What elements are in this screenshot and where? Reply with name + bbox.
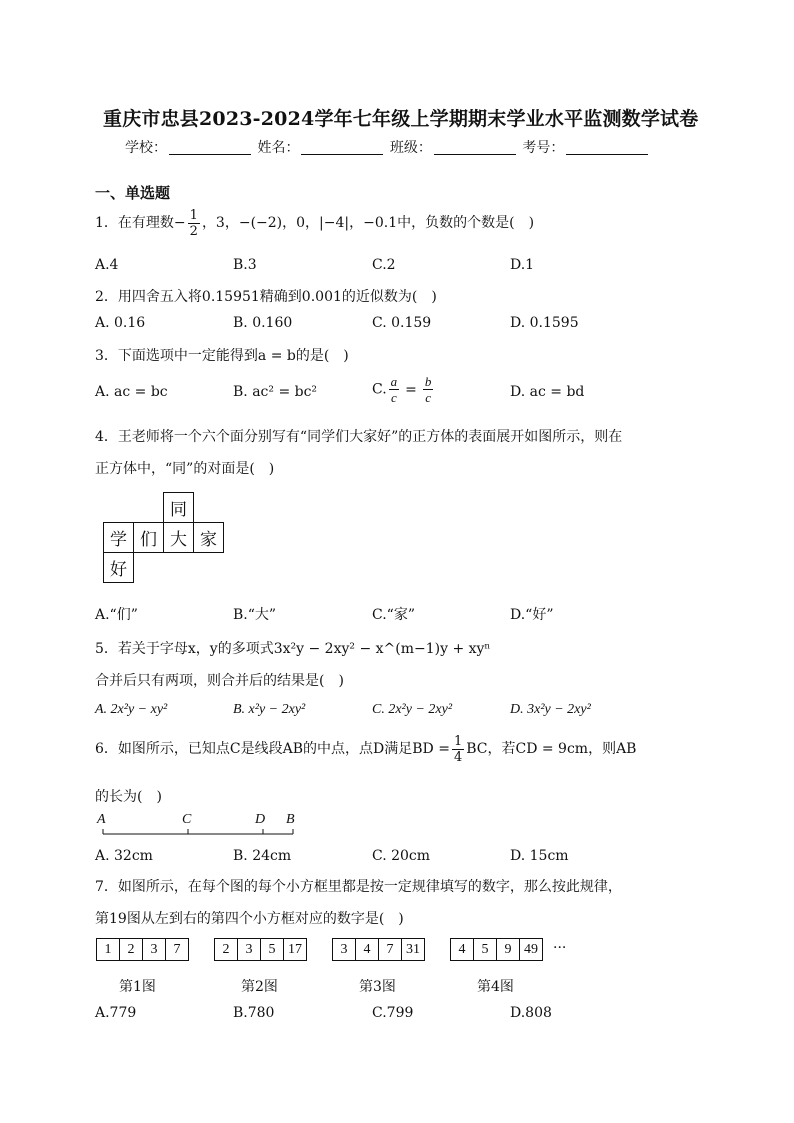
fig3-cell-2: 4 bbox=[355, 938, 379, 961]
name-blank[interactable] bbox=[301, 140, 383, 155]
q5-option-c[interactable]: C. 2x²y − 2xy² bbox=[372, 702, 453, 717]
point-a-label: A bbox=[97, 812, 106, 827]
q3-c-den2: c bbox=[425, 390, 432, 405]
q1-option-b[interactable]: B.3 bbox=[233, 257, 257, 273]
fig4-label: 第4图 bbox=[477, 979, 514, 995]
section-heading: 一、单选题 bbox=[95, 184, 171, 202]
q6-option-c[interactable]: C. 20cm bbox=[372, 848, 431, 864]
fig1-cell-3: 3 bbox=[142, 938, 166, 961]
question-5-line1 bbox=[95, 638, 491, 658]
fig1-cell-2: 2 bbox=[119, 938, 143, 961]
fig3-cell-3: 7 bbox=[378, 938, 402, 961]
q6-option-b[interactable]: B. 24cm bbox=[233, 848, 292, 864]
q1-prefix: 1．在有理数 bbox=[95, 215, 174, 231]
q1-rest: ，3，−(−2)，0，|−4|，−0.1中，负数的个数是( ) bbox=[201, 215, 535, 231]
figure-1-boxes bbox=[97, 938, 189, 961]
figure-3-boxes bbox=[333, 938, 425, 961]
q3-option-c[interactable] bbox=[372, 375, 435, 404]
fig4-cell-1: 4 bbox=[450, 938, 474, 961]
q6-rest: BC，若CD = 9cm，则AB bbox=[466, 741, 637, 757]
q1-frac-num: 1 bbox=[189, 207, 198, 223]
q2-option-a[interactable]: A. 0.16 bbox=[95, 315, 146, 331]
q3-c-num1: a bbox=[390, 374, 398, 389]
fig3-label: 第3图 bbox=[359, 979, 396, 995]
q2-option-d[interactable]: D. 0.1595 bbox=[510, 315, 579, 331]
cube-net bbox=[103, 492, 224, 583]
class-blank[interactable] bbox=[434, 140, 516, 155]
question-7-line2: 第19图从左到右的第四个小方框对应的数字是( ) bbox=[95, 911, 404, 927]
q5-option-d[interactable]: D. 3x²y − 2xy² bbox=[510, 702, 591, 717]
q6-frac-den: 4 bbox=[453, 749, 463, 765]
q1-frac-den: 2 bbox=[189, 223, 198, 239]
fig1-label: 第1图 bbox=[119, 979, 156, 995]
q1-fraction bbox=[188, 209, 200, 238]
question-3: 3．下面选项中一定能得到a = b的是( ) bbox=[95, 348, 349, 364]
figure-4-boxes bbox=[451, 938, 543, 961]
q4-option-c[interactable]: C.“家” bbox=[372, 607, 415, 623]
net-face-bottom: 好 bbox=[104, 553, 134, 583]
question-4-line2: 正方体中，“同”的对面是( ) bbox=[95, 461, 275, 477]
q1-option-c[interactable]: C.2 bbox=[372, 257, 396, 273]
q2-option-c[interactable]: C. 0.159 bbox=[372, 315, 432, 331]
net-face-3: 大 bbox=[164, 523, 194, 553]
q4-option-b[interactable]: B.“大” bbox=[233, 607, 277, 623]
school-label: 学校： bbox=[125, 140, 167, 156]
q1-option-d[interactable]: D.1 bbox=[510, 257, 535, 273]
class-label: 班级： bbox=[389, 140, 432, 156]
q2-option-b[interactable]: B. 0.160 bbox=[233, 315, 293, 331]
q3-option-b[interactable]: B. ac² = bc² bbox=[233, 384, 318, 400]
fig4-cell-3: 9 bbox=[496, 938, 520, 961]
q7-option-a[interactable]: A.779 bbox=[95, 1005, 137, 1021]
question-5-line2: 合并后只有两项，则合并后的结果是( ) bbox=[95, 673, 344, 689]
fig2-label: 第2图 bbox=[241, 979, 278, 995]
q3-c-frac-right bbox=[423, 375, 434, 404]
id-label: 考号： bbox=[522, 140, 565, 156]
q5-option-a[interactable]: A. 2x²y − xy² bbox=[95, 702, 168, 717]
q3-c-frac-left bbox=[389, 375, 400, 404]
exam-title: 重庆市忠县2023-2024学年七年级上学期期末学业水平监测数学试卷 bbox=[103, 108, 699, 130]
school-blank[interactable] bbox=[169, 140, 251, 155]
fig2-cell-3: 5 bbox=[260, 938, 284, 961]
net-face-1: 学 bbox=[104, 523, 134, 553]
figure-2-boxes bbox=[215, 938, 307, 961]
q7-option-d[interactable]: D.808 bbox=[510, 1005, 552, 1021]
segment-svg bbox=[95, 812, 305, 842]
name-label: 姓名： bbox=[257, 140, 300, 156]
question-2: 2．用四舍五入将0.15951精确到0.001的近似数为( ) bbox=[95, 289, 437, 305]
question-6-line1 bbox=[95, 732, 636, 766]
fig2-cell-1: 2 bbox=[214, 938, 238, 961]
net-face-4: 家 bbox=[194, 523, 224, 553]
net-face-2: 们 bbox=[134, 523, 164, 553]
point-d-label: D bbox=[255, 812, 266, 827]
q4-option-a[interactable]: A.“们” bbox=[95, 607, 138, 623]
q7-option-c[interactable]: C.799 bbox=[372, 1005, 414, 1021]
figures-ellipsis: ··· bbox=[553, 940, 567, 956]
q5-option-b[interactable]: B. x²y − 2xy² bbox=[233, 702, 306, 717]
student-info-line bbox=[125, 137, 650, 157]
q6-fraction bbox=[452, 735, 464, 764]
fig2-cell-4: 17 bbox=[283, 938, 307, 961]
question-4-line1: 4．王老师将一个六个面分别写有“同学们大家好”的正方体的表面展开如图所示，则在 bbox=[95, 429, 623, 445]
q6-option-d[interactable]: D. 15cm bbox=[510, 848, 569, 864]
fig3-cell-4: 31 bbox=[401, 938, 425, 961]
id-blank[interactable] bbox=[566, 140, 648, 155]
q4-option-d[interactable]: D.“好” bbox=[510, 607, 554, 623]
q6-option-a[interactable]: A. 32cm bbox=[95, 848, 153, 864]
fig3-cell-1: 3 bbox=[332, 938, 356, 961]
net-face-top: 同 bbox=[164, 493, 194, 523]
q5-line1-text: 5．若关于字母x，y的多项式3x²y − 2xy² − x^(m−1)y + xyⁿ bbox=[95, 641, 491, 657]
fig4-cell-4: 49 bbox=[519, 938, 543, 961]
fig1-cell-1: 1 bbox=[96, 938, 120, 961]
q3-c-num2: b bbox=[424, 374, 432, 389]
question-7-line1: 7．如图所示，在每个图的每个小方框里都是按一定规律填写的数字，那么按此规律， bbox=[95, 879, 622, 895]
fig4-cell-2: 5 bbox=[473, 938, 497, 961]
segment-figure bbox=[95, 812, 305, 842]
q3-c-den1: c bbox=[391, 390, 397, 405]
q3-option-d[interactable]: D. ac = bd bbox=[510, 384, 585, 400]
q3-c-eq: = bbox=[405, 381, 417, 398]
point-c-label: C bbox=[182, 812, 192, 827]
q1-minus: − bbox=[173, 215, 186, 231]
fig1-cell-4: 7 bbox=[165, 938, 189, 961]
question-6-line2: 的长为( ) bbox=[95, 789, 162, 805]
cube-net-figure bbox=[103, 492, 224, 583]
point-b-label: B bbox=[286, 812, 295, 827]
q3-c-prefix: C. bbox=[372, 381, 387, 398]
q1-option-a[interactable]: A.4 bbox=[95, 257, 119, 273]
question-1 bbox=[95, 206, 534, 240]
q6-frac-num: 1 bbox=[453, 733, 463, 749]
q3-option-a[interactable]: A. ac = bc bbox=[95, 384, 168, 400]
fig2-cell-2: 3 bbox=[237, 938, 261, 961]
q7-option-b[interactable]: B.780 bbox=[233, 1005, 275, 1021]
q6-prefix: 6．如图所示，已知点C是线段AB的中点，点D满足BD = bbox=[95, 741, 450, 757]
